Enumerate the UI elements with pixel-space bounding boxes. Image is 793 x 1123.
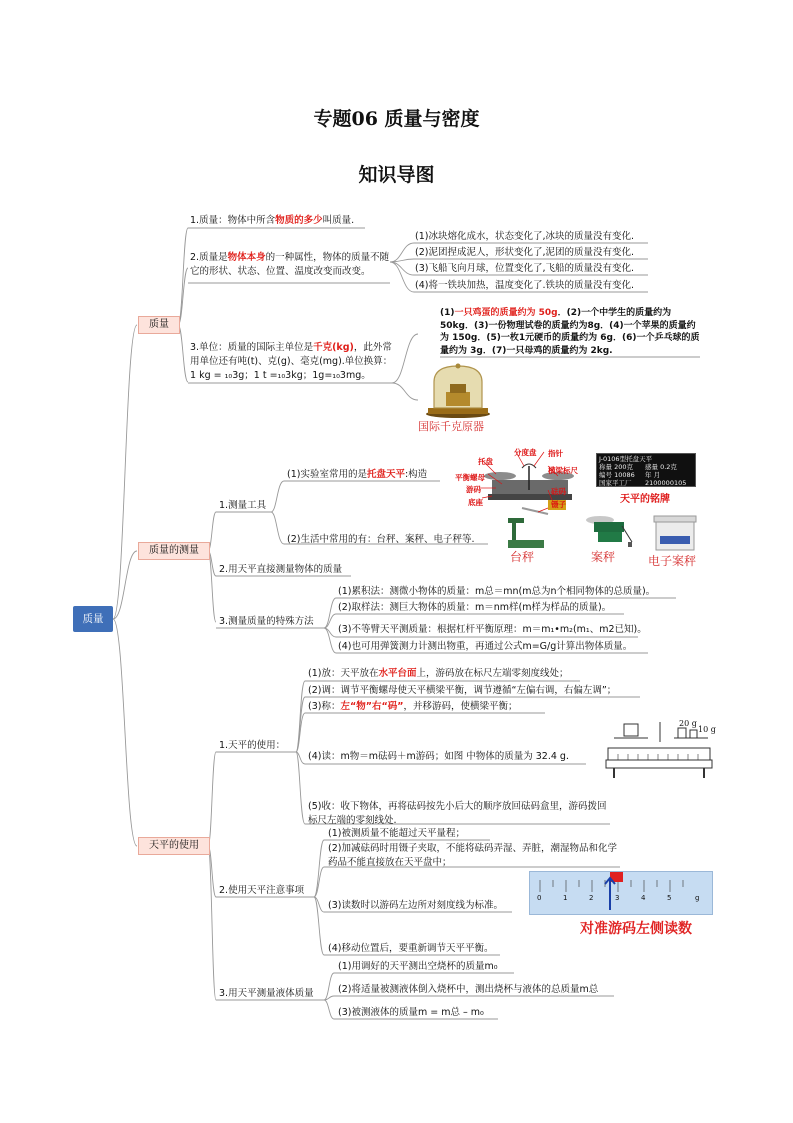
mass-attribute: 2.质量是物体本身的一种属性，物体的质量不随它的形状、状态、位置、温度改变而改变。 [190, 252, 390, 277]
part-label: 分度盘 [514, 448, 537, 457]
note-2: (2)加减砝码时用镊子夹取，不能将砝码弄湿、弄脏，潮湿物品和化学药品不能直接放在天平盘中； [328, 843, 617, 868]
branch-usage: 天平的使用 [138, 837, 210, 855]
kilogram-caption: 国际千克原器 [418, 420, 484, 433]
kilogram-prototype-image [420, 362, 496, 420]
liquid-step-2: (2)将适量被测液体倒入烧杯中，测出烧杯与液体的总质量m总 [338, 984, 599, 995]
weight-label: 10 g [698, 725, 716, 734]
note-1: (1)被测质量不能超过天平量程； [328, 828, 465, 839]
ruler-tick: 0 [537, 894, 542, 902]
usage-label: 1.天平的使用： [219, 740, 286, 751]
balance-nameplate [596, 453, 696, 487]
branch-measure: 质量的测量 [138, 542, 210, 560]
part-label: 平衡螺母 [455, 473, 485, 482]
scale-caption: 案秤 [591, 550, 616, 564]
mass-example-4: (4)将一铁块加热，温度变化了.铁块的质量没有变化. [415, 280, 634, 291]
part-label: 游码 [466, 485, 481, 494]
measure-tools: 1.测量工具 [219, 500, 267, 511]
part-label: 底座 [468, 498, 483, 507]
nameplate-row: 称量 200克 感量 0.2克 [599, 463, 677, 471]
part-label: 横梁标尺 [548, 466, 578, 475]
mass-definition: 1.质量：物体中所含物质的多少叫质量. [190, 215, 355, 226]
part-label: 砝码 [551, 487, 566, 496]
daily-scales-text: (2)生活中常用的有：台秤、案秤、电子秤等. [287, 534, 475, 545]
step-4: (4)读：m物＝m砝码＋m游码；如图 中物体的质量为 32.4 g． [308, 751, 576, 762]
mass-example-1: (1)冰块熔化成水，状态变化了,冰块的质量没有变化. [415, 231, 634, 242]
ruler-tick: 4 [641, 894, 646, 902]
nameplate-row: 国家平工厂 2100000105 [599, 479, 687, 487]
part-label: 指针 [548, 449, 563, 458]
mass-estimates: (1)一只鸡蛋的质量约为 50g．(2)一个中学生的质量约为50kg．(3)一份物理试卷的质量约为8g．(4)一个苹果的质量约为 150g．(5)一枚1元硬币的质量约为 6g．(6)一个乒乓球的质量约为 3g．(7)一只母鸡的质量约为 2kg. [440, 308, 700, 356]
step-3: (3)称：左“物”右“码”，并移游码，使横梁平衡； [308, 701, 518, 712]
ruler-arrow-icon [604, 876, 644, 912]
nameplate-caption: 天平的铭牌 [620, 494, 670, 505]
ruler-caption: 对准游码左侧读数 [580, 921, 692, 937]
mass-example-2: (2)泥团捏成泥人，形状变化了,泥团的质量没有变化. [415, 247, 634, 258]
electronic-scale-image [650, 514, 700, 554]
platform-scale-image [506, 516, 546, 550]
root-node: 质量 [73, 606, 113, 632]
step-1: (1)放：天平放在水平台面上，游码放在标尺左端零刻度线处； [308, 668, 569, 679]
page-subtitle: 知识导图 [358, 164, 435, 186]
branch-mass: 质量 [138, 316, 180, 334]
part-label: 镊子 [551, 500, 566, 509]
special-methods-label: 3.测量质量的特殊方法 [219, 616, 314, 627]
scale-caption: 台秤 [510, 550, 535, 564]
nameplate-row: J-0106型托盘天平 [599, 455, 653, 463]
note-4: (4)移动位置后，要重新调节天平平衡。 [328, 943, 494, 954]
part-label: 托盘 [478, 457, 493, 466]
ruler-tick: g [695, 894, 700, 902]
ruler-tick: 2 [589, 894, 594, 902]
ruler-tick: 1 [563, 894, 568, 902]
scale-caption: 电子案秤 [648, 554, 697, 568]
method-2: (2)取样法：测巨大物体的质量：m＝nm样(m样为样品的质量)。 [338, 602, 612, 613]
counter-scale-image [584, 512, 634, 550]
note-3: (3)读数时以游码左边所对刻度线为标准。 [328, 900, 503, 911]
step-2: (2)调：调节平衡螺母使天平横梁平衡，调节遵循“左偏右调，右偏左调”； [308, 685, 617, 696]
liquid-label: 3.用天平测量液体质量 [219, 988, 314, 999]
weight-label: 20 g [679, 719, 697, 728]
lab-balance-text: (1)实验室常用的是托盘天平:构造 [287, 469, 428, 480]
mass-unit: 3.单位：质量的国际主单位是千克(kg)，此外常用单位还有吨(t)、克(g)、毫克(mg).单位换算：1 kg = ₁₀3g；1 t =₁₀3kg；1g=₁₀3mg。 [190, 342, 393, 381]
nameplate-row: 编号 10086 年 月 [599, 471, 661, 479]
page-title: 专题06 质量与密度 [313, 108, 480, 130]
mass-example-3: (3)飞船飞向月球，位置变化了,飞船的质量没有变化. [415, 263, 634, 274]
step-5: (5)收：收下物体，再将砝码按先小后大的顺序放回砝码盒里，游码拨回标尺左端的零刻线处. [308, 801, 607, 826]
method-3: (3)不等臂天平测质量：根据杠杆平衡原理：m＝m₁•m₂(m₁、m2已知)。 [338, 624, 647, 635]
ruler-tick: 3 [615, 894, 620, 902]
method-4: (4)也可用弹簧测力计测出物重，再通过公式m=G/g计算出物体质量。 [338, 641, 633, 652]
method-1: (1)累积法：测微小物体的质量：m总＝mn(m总为n个相同物体的总质量)。 [338, 586, 656, 597]
notes-label: 2.使用天平注意事项 [219, 885, 305, 896]
liquid-step-3: (3)被测液体的质量m = m总 – m₀ [338, 1007, 484, 1018]
direct-measure: 2.用天平直接测量物体的质量 [219, 564, 343, 575]
ruler-tick: 5 [667, 894, 672, 902]
liquid-step-1: (1)用调好的天平测出空烧杯的质量m₀ [338, 961, 498, 972]
